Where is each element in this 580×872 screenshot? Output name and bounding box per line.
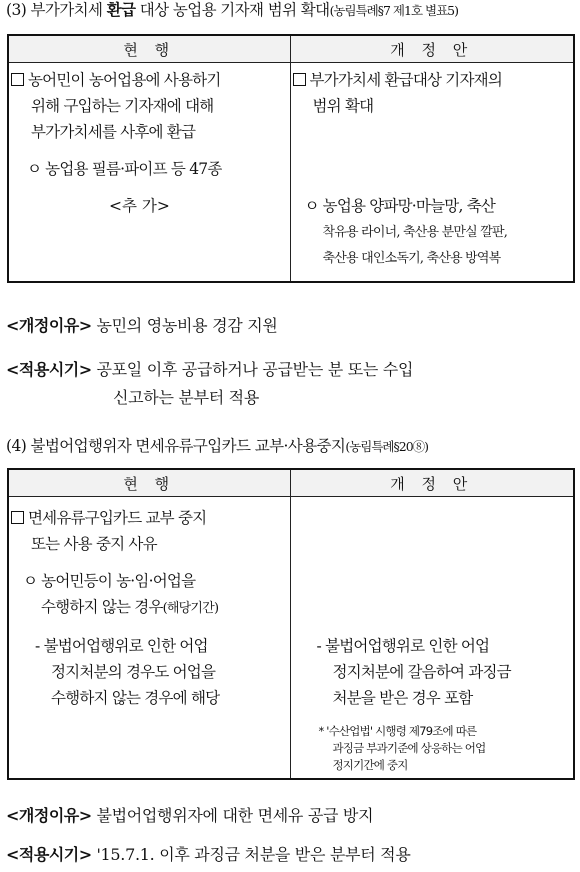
section-3-revised-circle-line-1: 농업용 양파망·마늘망, 축산 [322,197,496,215]
section-3-header-revised: 개 정 안 [290,35,574,63]
circle-bullet-icon: ㅇ [304,197,319,215]
section-4-revised-dash-line-3: 처분을 받은 경우 포함 [332,689,473,707]
section-3-revised-circle-line-2: 착유용 라이너, 축산용 분만실 깔판, [322,225,508,240]
section-4-current-dash-line-2: 정지처분의 경우도 어업을 [51,663,216,681]
checkbox-square-icon [11,511,24,524]
section-3-current-box-line-3: 부가가치세를 사후에 환급 [31,123,196,141]
section-3-revised-box-line-2: 범위 확대 [312,97,374,115]
section-4-title-main: (4) 불법어업행위자 면세유류구입카드 교부·사용중지 [6,437,346,455]
section-4-current-cell [9,497,290,778]
section-3-revised-cell [291,63,574,281]
section-4-current-box-line-2: 또는 사용 중지 사유 [31,535,157,553]
section-4-timing-text: '15.7.1. 이후 과징금 처분을 받은 분부터 적용 [96,845,411,864]
section-3-current-box-line-2: 위해 구입하는 기자재에 대해 [31,97,214,115]
section-4-revised-note-line-2: 과징금 부과기준에 상응하는 어업 [332,741,486,755]
section-3-title [6,0,578,21]
checkbox-square-icon [11,73,24,86]
section-4-title [6,436,578,457]
section-4-current-circle-line-1: 농어민등이 농·임·어업을 [41,572,196,590]
section-3-timing-line-2: 신고하는 분부터 적용 [113,388,259,407]
section-3-reason-label: <개정이유> [6,316,92,335]
section-3-current-circle-text: 농업용 필름·파이프 등 47종 [45,160,222,178]
section-4-header-revised: 개 정 안 [290,469,574,497]
section-3-revised-box-line-1: 부가가치세 환급대상 기자재의 [309,71,503,89]
section-4-revised-note-line-3: 정지기간에 중지 [332,758,408,772]
section-3-reason [6,313,576,338]
section-3-current-box-line-1: 농어민이 농어업용에 사용하기 [28,71,221,89]
section-3-header-current: 현 행 [8,35,290,63]
section-4-reason [6,803,576,828]
section-4-reason-text: 불법어업행위자에 대한 면세유 공급 방지 [96,806,374,825]
section-4-comparison-table [7,468,575,780]
section-3-reason-text: 농민의 영농비용 경감 지원 [96,316,278,335]
section-3-revised-circle-line-3: 축산용 대인소독기, 축산용 방역복 [322,251,501,266]
section-3-timing-label: <적용시기> [6,360,92,379]
section-3-title-rest: 대상 농업용 기자재 범위 확대 [139,1,330,19]
section-4-current-box-line-1: 면세유류구입카드 교부 중지 [28,509,207,527]
section-3-title-ref: (농림특례§7 제1호 별표5) [329,3,458,18]
section-4-current-circle-line-2-small: (해당기간) [162,601,219,616]
section-4-revised-cell [291,497,574,778]
section-4-title-ref: (농림특례§20⑧) [345,439,429,454]
section-4-revised-dash-line-1: - 불법어업행위로 인한 어업 [316,637,490,655]
section-4-current-dash-line-1: - 불법어업행위로 인한 어업 [35,637,208,655]
circle-bullet-icon: ㅇ [27,160,42,178]
section-3-timing-line-1: 공포일 이후 공급하거나 공급받는 분 또는 수입 [96,360,414,379]
section-3-current-cell [9,63,290,281]
circle-bullet-icon: ㅇ [23,572,38,590]
section-3-comparison-table [7,34,575,283]
section-4-reason-label: <개정이유> [6,806,92,825]
section-3-timing [6,357,576,382]
section-4-header-current: 현 행 [8,469,290,497]
section-4-timing [6,842,576,867]
section-4-revised-dash-line-2: 정지처분에 갈음하여 과징금 [332,663,511,681]
section-3-title-bold: 환급 [106,0,136,19]
section-3-current-add-text: <추 가> [109,197,170,215]
section-3-title-prefix: (3) 부가가치세 [6,1,103,19]
checkbox-square-icon [293,73,306,86]
section-4-revised-note-line-1: * '수산업법' 시행령 제79조에 따른 [318,724,477,738]
section-4-timing-label: <적용시기> [6,845,92,864]
section-4-current-dash-line-3: 수행하지 않는 경우에 해당 [51,689,220,707]
section-4-current-circle-line-2: 수행하지 않는 경우 [41,598,163,616]
